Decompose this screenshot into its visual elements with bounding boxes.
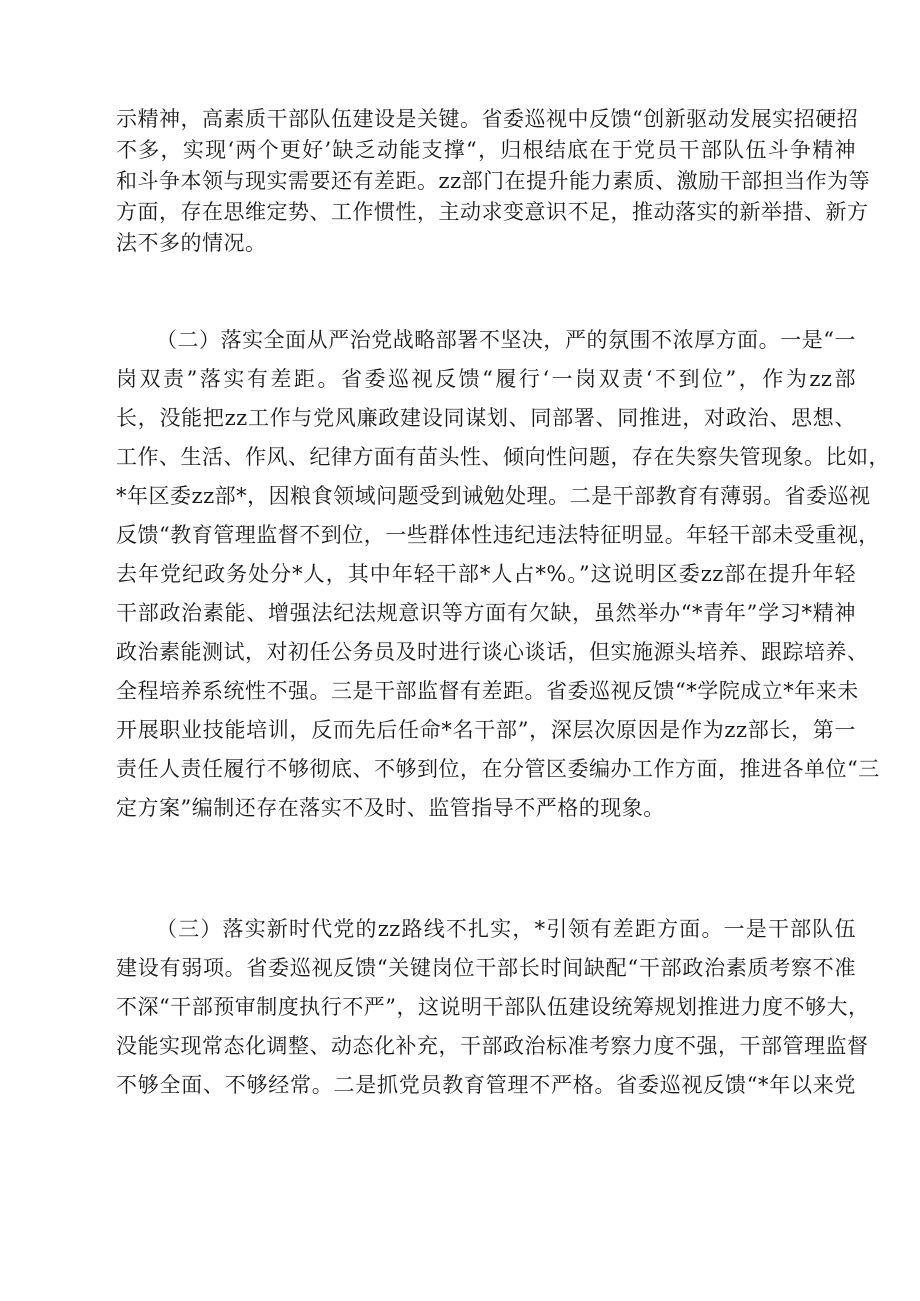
paragraph-line: 岗双责”落实有差距。省委巡视反馈“履行‘一岗双责‘不到位”，作为zz部 [116, 367, 856, 391]
paragraph-2 [116, 321, 890, 828]
paragraph-line: 工作、生活、作风、纪律方面有苗头性、倾向性问题，存在失察失管现象。比如， [116, 445, 890, 469]
paragraph-line: 定方案”编制还存在落实不及时、监管指导不严格的现象。 [116, 796, 665, 820]
paragraph-line: 反馈“教育管理监督不到位，一些群体性违纪违法特征明显。年轻干部未受重视， [116, 523, 880, 547]
paragraph-line: 建设有弱项。省委巡视反馈“关键岗位干部长时间缺配“干部政治素质考察不准 [116, 956, 856, 980]
paragraph-line: 去年党纪政务处分*人，其中年轻干部*人占*%。”这说明区委zz部在提升年轻 [116, 562, 856, 586]
paragraph-line: 政治素能测试，对初任公务员及时进行谈心谈话，但实施源头培养、跟踪培养、 [116, 640, 869, 664]
paragraph-3 [116, 910, 870, 1105]
paragraph-line: 全程培养系统性不强。三是干部监督有差距。省委巡视反馈“*学院成立*年来未 [116, 679, 859, 703]
paragraph-line: 开展职业技能培训，反而先后任命*名干部”，深层次原因是作为zz部长，第一 [116, 718, 856, 742]
paragraph-1 [116, 104, 871, 259]
paragraph-line: 长，没能把zz工作与党风廉政建设同谋划、同部署、同推进，对政治、思想、 [116, 406, 856, 430]
paragraph-line: 没能实现常态化调整、动态化补充，干部政治标准考察力度不强，干部管理监督 [116, 1034, 869, 1058]
paragraph-line: 不深“干部预审制度执行不严”，这说明干部队伍建设统筹规划推进力度不够大， [116, 995, 870, 1019]
paragraph-line: 方面，存在思维定势、工作惯性，主动求变意识不足，推动落实的新举措、新方 [116, 200, 869, 224]
paragraph-line: *年区委zz部*，因粮食领域问题受到诫勉处理。二是干部教育有薄弱。省委巡视 [116, 484, 871, 508]
paragraph-line: （二）落实全面从严治党战略部署不坚决，严的氛围不浓厚方面。一是“一 [156, 328, 856, 352]
paragraph-line: 责任人责任履行不够彻底、不够到位，在分管区委编办工作方面，推进各单位“三 [116, 757, 880, 781]
paragraph-line: 不多，实现‘两个更好’缺乏动能支撑“，归根结底在于党员干部队伍斗争精神 [116, 138, 856, 162]
paragraph-line: 示精神，高素质干部队伍建设是关键。省委巡视中反馈“创新驱动发展实招硬招 [116, 107, 859, 131]
paragraph-line: 干部政治素能、增强法纪法规意识等方面有欠缺，虽然举办“*青年”学习*精神 [116, 601, 856, 625]
paragraph-line: （三）落实新时代党的zz路线不扎实，*引领有差距方面。一是干部队伍 [156, 917, 856, 941]
paragraph-line: 和斗争本领与现实需要还有差距。zz部门在提升能力素质、激励干部担当作为等 [116, 169, 871, 193]
paragraph-line: 不够全面、不够经常。二是抓党员教育管理不严格。省委巡视反馈“*年以来党 [116, 1073, 856, 1097]
paragraph-line: 法不多的情况。 [116, 231, 267, 255]
